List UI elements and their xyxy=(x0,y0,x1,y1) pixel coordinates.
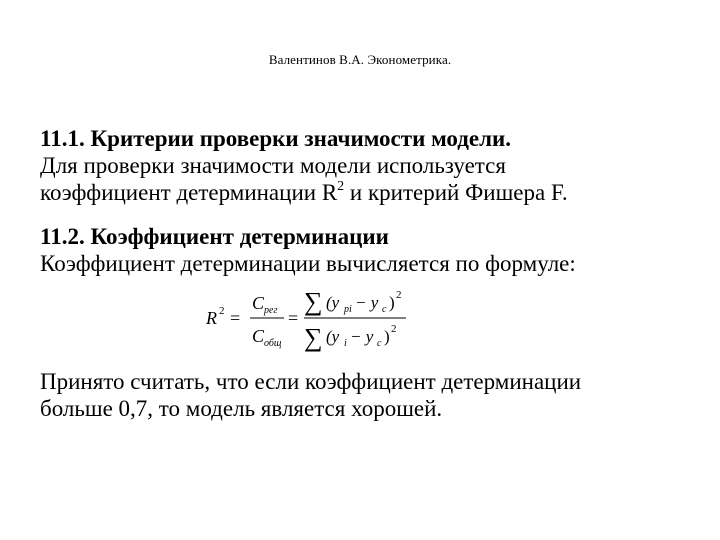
formula-lhs-exponent: 2 xyxy=(219,305,225,317)
section-heading: 11.1. Критерии проверки значимости модели. xyxy=(40,126,512,151)
section-heading: 11.2. Коэффициент детерминации xyxy=(40,224,389,249)
formula-equals-2: = xyxy=(288,308,299,328)
section-significance xyxy=(40,125,680,206)
formula-numerator-subscript: рег xyxy=(264,305,278,316)
superscript: 2 xyxy=(337,179,345,194)
formula-denominator-subscript: общ xyxy=(264,338,282,349)
text-fragment: коэффициент детерминации R xyxy=(40,180,338,205)
paragraph-line: Для проверки значимости модели используется xyxy=(40,153,506,178)
determination-formula xyxy=(200,282,430,352)
sum-symbol: ∑ xyxy=(304,287,323,316)
text-fragment: и критерий Фишера F. xyxy=(344,180,568,205)
formula-lhs: R xyxy=(206,308,217,328)
sum-symbol-2: ∑ xyxy=(304,323,323,352)
numerator-expression-mid: − y xyxy=(355,293,379,312)
paragraph-line: Принято считать, что если коэффициент детерминации xyxy=(40,369,582,394)
section-conclusion xyxy=(40,368,680,422)
formula-denominator-symbol: C xyxy=(252,326,265,346)
section-determination xyxy=(40,223,680,277)
paragraph-line xyxy=(40,179,680,206)
numerator-exponent: 2 xyxy=(396,289,402,301)
denominator-expression: (y xyxy=(326,327,340,346)
paragraph-line: Коэффициент детерминации вычисляется по формуле: xyxy=(40,251,576,276)
paragraph-line: больше 0,7, то модель является хорошей. xyxy=(40,396,443,421)
denominator-exponent: 2 xyxy=(391,323,397,335)
denominator-close-paren: ) xyxy=(384,327,390,346)
formula-equals: = xyxy=(230,308,241,328)
numerator-subscript: pi xyxy=(344,304,352,315)
numerator-subscript-2: c xyxy=(382,304,387,315)
numerator-close-paren: ) xyxy=(389,293,395,312)
numerator-expression: (y xyxy=(326,293,340,312)
denominator-expression-mid: − y xyxy=(350,327,374,346)
page-header: Валентинов В.А. Эконометрика. xyxy=(268,52,452,67)
denominator-subscript-2: c xyxy=(377,338,382,349)
denominator-subscript: i xyxy=(344,338,347,349)
formula-numerator-symbol: C xyxy=(252,293,265,313)
